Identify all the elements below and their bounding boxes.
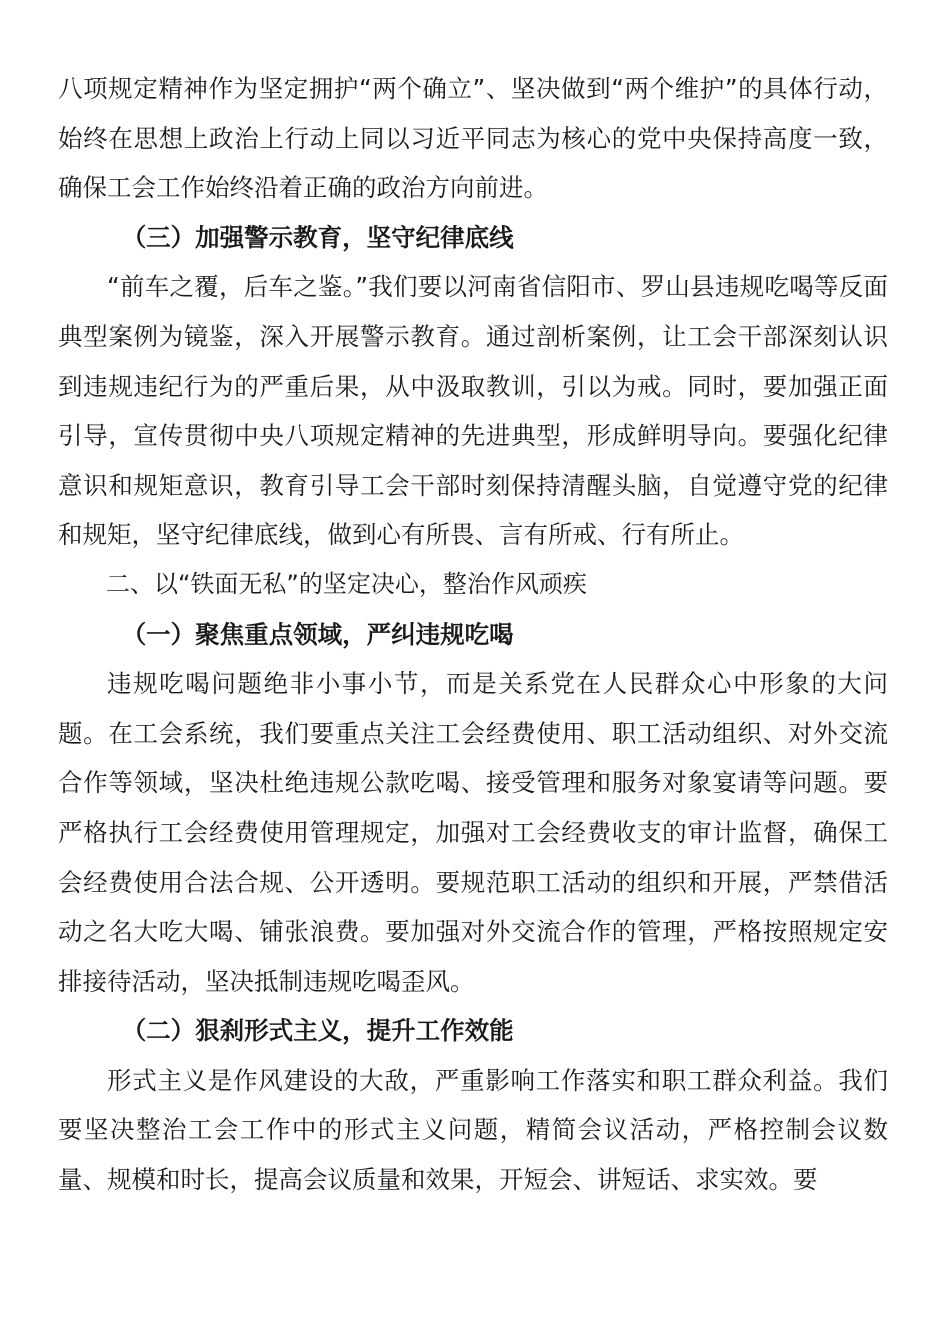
paragraph-formalism: 形式主义是作风建设的大敌，严重影响工作落实和职工群众利益。我们要坚决整治工会工作中的形式主义问题，精简会议活动，严格控制会议数量、规模和时长，提高会议质量和效果，开短会、讲短话、求实效。要: [58, 1065, 888, 1195]
heading-section-1-3: （三）加强警示教育，坚守纪律底线: [121, 222, 514, 252]
paragraph-warning-education: “前车之覆，后车之鉴。”我们要以河南省信阳市、罗山县违规吃喝等反面典型案例为镜鉴，深入开展警示教育。通过剖析案例，让工会干部深刻认识到违规违纪行为的严重后果，从中汲取教训，引以为戒。同时，要加强正面引导，宣传贯彻中央八项规定精神的先进典型，形成鲜明导向。要强化纪律意识和规矩意识，教育引导工会干部时刻保持清醒头脑，自觉遵守党的纪律和规矩，坚守纪律底线，做到心有所畏、言有所戒、行有所止。: [58, 272, 888, 550]
document-page: [58, 64, 888, 1205]
paragraph-dining-violations: 违规吃喝问题绝非小事小节，而是关系党在人民群众心中形象的大问题。在工会系统，我们要重点关注工会经费使用、职工活动组织、对外交流合作等领域，坚决杜绝违规公款吃喝、接受管理和服务对象宴请等问题。要严格执行工会经费使用管理规定，加强对工会经费收支的审计监督，确保工会经费使用合法合规、公开透明。要规范职工活动的组织和开展，严禁借活动之名大吃大喝、铺张浪费。要加强对外交流合作的管理，严格按照规定安排接待活动，坚决抵制违规吃喝歪风。: [58, 669, 888, 996]
heading-section-2-1: （一）聚焦重点领域，严纠违规吃喝: [121, 619, 514, 649]
heading-section-2-2: （二）狠刹形式主义，提升工作效能: [121, 1016, 514, 1046]
heading-section-2: 二、以“铁面无私”的坚定决心，整治作风顽疾: [106, 569, 587, 598]
paragraph-intro: 八项规定精神作为坚定拥护“两个确立”、坚决做到“两个维护”的具体行动，始终在思想上政治上行动上同以习近平同志为核心的党中央保持高度一致，确保工会工作始终沿着正确的政治方向前进。: [58, 74, 888, 203]
